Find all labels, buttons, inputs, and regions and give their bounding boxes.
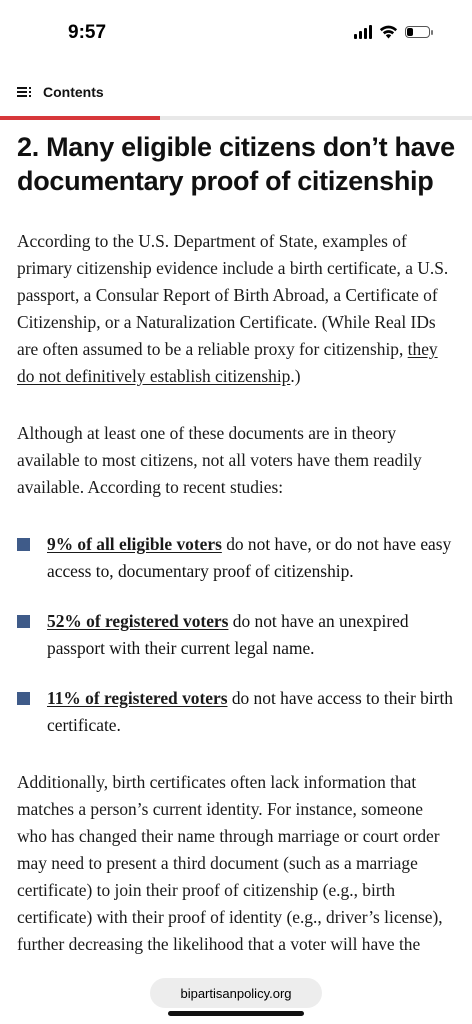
article-body [17,130,457,988]
stat-text: do not have an unexpired passport with their current legal name. [47,611,409,658]
stat-text: do not have access to their birth certificate. [47,688,453,735]
square-bullet-icon [17,538,30,551]
paragraph-text-end: .) [290,366,301,386]
paragraph-birth-certificates: Additionally, birth certificates often lack information that matches a person’s current identity. For instance, someone who has changed their name through marriage or court order may need to present a third document (such as a marriage certificate) to join their proof of citizenship (e.g., birth certificate) with their proof of identity (e.g., driver’s license), further decreasing the likelihood that a voter will have the [17,772,443,954]
list-item [17,608,457,662]
stat-link[interactable]: 9% of all eligible voters [47,534,222,554]
list-item [17,685,457,739]
contents-menu-icon [17,86,33,98]
battery-level [407,28,413,36]
paragraph-text: According to the U.S. Department of State, examples of primary citizenship evidence include a birth certificate, a U.S. passport, a Consular Report of Birth Abroad, a Certificate of Citizenship, or a Naturalization Certificate. (While Real IDs are often assumed to be a reliable proxy for citizenship, [17,231,449,359]
status-bar [0,0,472,70]
home-indicator[interactable] [168,1011,304,1016]
section-title: 2. Many eligible citizens don’t have documentary proof of citizenship [17,132,455,196]
wifi-icon [379,25,398,39]
real-id-citizenship-link[interactable]: they do not definitively establish citizenship [17,339,438,386]
battery-icon [405,26,430,38]
paragraph-citizenship-evidence [17,228,457,390]
status-icons [354,25,430,39]
reading-progress-fill [0,116,160,120]
paragraph-availability: Although at least one of these documents are in theory available to most citizens, not all voters have them readily available. According to recent studies: [17,423,422,497]
stat-text: do not have, or do not have easy access to, documentary proof of citizenship. [47,534,452,581]
square-bullet-icon [17,692,30,705]
stat-link[interactable]: 52% of registered voters [47,611,229,631]
stat-link[interactable]: 11% of registered voters [47,688,228,708]
cellular-signal-icon [354,25,372,39]
contents-bar [0,70,472,120]
square-bullet-icon [17,615,30,628]
contents-button[interactable] [17,84,104,100]
list-item [17,531,457,585]
url-bar[interactable] [150,978,322,1008]
reading-progress-bar [0,116,472,120]
url-text: bipartisanpolicy.org [180,985,292,1001]
stats-list [17,531,457,739]
contents-label: Contents [43,84,104,100]
status-time: 9:57 [68,22,107,43]
